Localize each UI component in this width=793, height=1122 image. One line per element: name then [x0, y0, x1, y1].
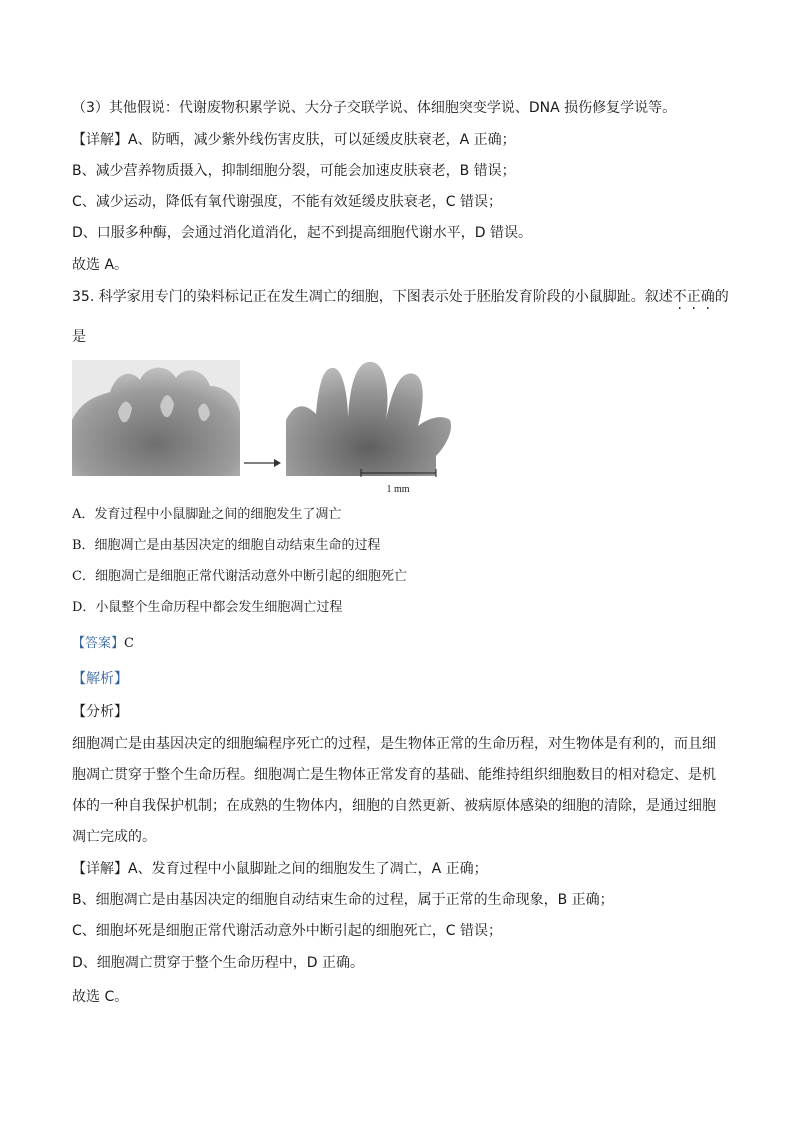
fenxi-line-1: 细胞凋亡是由基因决定的细胞编程序死亡的过程，是生物体正常的生命历程，对生物体是有利的，而且细	[72, 736, 716, 752]
detail-line-d: D、口服多种酶，会通过消化道消化，起不到提高细胞代谢水平，D 错误。	[72, 225, 533, 241]
fenxi-line-3: 体的一种自我保护机制；在成熟的生物体内，细胞的自然更新、被病原体感染的细胞的清除，是通过细胞	[72, 798, 716, 814]
answer-line	[72, 634, 134, 654]
fenxi-tag: 【分析】	[72, 704, 128, 720]
arrow-head	[274, 459, 281, 467]
emphasis-char: 不	[672, 289, 687, 305]
detail-line-b: B、减少营养物质摄入，抑制细胞分裂，可能会加速皮肤衰老，B 错误；	[72, 163, 516, 179]
answer-value: C	[124, 636, 134, 651]
detail-a: 【详解】A、发育过程中小鼠脚趾之间的细胞发生了凋亡，A 正确；	[72, 861, 488, 877]
final-answer: 故选 C。	[72, 989, 129, 1005]
analysis-tag: 【解析】	[72, 671, 128, 687]
detail-d: D、细胞凋亡贯穿于整个生命历程中，D 正确。	[72, 955, 365, 971]
fenxi-line-4: 凋亡完成的。	[72, 829, 156, 845]
option-b: B．细胞凋亡是由基因决定的细胞自动结束生命的过程	[72, 538, 381, 553]
question-stem-text: 35. 科学家用专门的染料标记正在发生凋亡的细胞，下图表示处于胚胎发育阶段的小鼠脚趾。叙述	[72, 289, 673, 305]
detail-line-c: C、减少运动，降低有氧代谢强度，不能有效延缓皮肤衰老，C 错误；	[72, 194, 502, 210]
mouse-toe-illustration	[72, 360, 462, 500]
question-stem-text: 的	[714, 289, 729, 305]
other-hypotheses-line: （3）其他假说：代谢废物积累学说、大分子交联学说、体细胞突变学说、DNA 损伤修复学说等。	[72, 100, 677, 116]
choose-a-line: 故选 A。	[72, 257, 129, 273]
detail-line-a: 【详解】A、防晒，减少紫外线伤害皮肤，可以延缓皮肤衰老，A 正确；	[72, 132, 516, 148]
answer-tag: 【答案】	[72, 636, 125, 651]
detail-b: B、细胞凋亡是由基因决定的细胞自动结束生命的过程，属于正常的生命现象，B 正确；	[72, 892, 614, 908]
option-d: D．小鼠整个生命历程中都会发生细胞凋亡过程	[72, 600, 343, 615]
fenxi-line-2: 胞凋亡贯穿于整个生命历程。细胞凋亡是生物体正常发育的基础、能维持组织细胞数目的相对稳定、是机	[72, 767, 716, 783]
question-stem	[72, 287, 729, 307]
scale-label: 1 mm	[386, 484, 410, 495]
option-a: A．发育过程中小鼠脚趾之间的细胞发生了凋亡	[72, 507, 342, 522]
mouse-toe-figure	[72, 360, 462, 500]
emphasis-char: 确	[700, 289, 715, 305]
detail-c: C、细胞坏死是细胞正常代谢活动意外中断引起的细胞死亡，C 错误；	[72, 923, 502, 939]
emphasis-char: 正	[686, 289, 701, 305]
question-stem-end: 是	[72, 329, 86, 345]
option-c: C．细胞凋亡是细胞正常代谢活动意外中断引起的细胞死亡	[72, 569, 407, 584]
